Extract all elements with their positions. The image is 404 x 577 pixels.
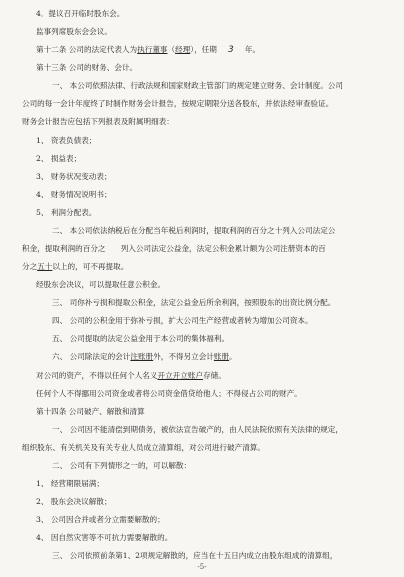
text-line: 二、 本公司依法纳税后在分配当年税后利润时，提取利润的百分之十列入公司法定公 <box>52 225 336 235</box>
text-line: 4．提议召开临时股东会。 <box>36 9 125 18</box>
text-line: 积金，提取利润的百分之 列入公司法定公益金，法定公积金累计额为公司注册资本的百 <box>22 244 326 254</box>
list-item: 3、 公司因合并或者分立需要解散的； <box>36 515 165 525</box>
article-heading: 第十三条 公司的财务、会计。 <box>36 63 138 73</box>
handwritten-term-value: 3 <box>217 45 245 55</box>
list-item: 4、 财务情况说明书； <box>36 189 112 199</box>
text-line: 一、 本公司依照法律、行政法规和国家财政主管部门的规定建立财务、会计制度。公司 <box>52 81 343 91</box>
article-heading: 第十四条 公司破产、解散和清算 <box>36 406 145 416</box>
text-line: 二、 公司有下列情形之一的，可以解散： <box>52 460 192 470</box>
underlined-term: 执行董事 <box>137 45 168 55</box>
text-line: 六、 公司除法定的会计注账册外，不得另立会计账册。 <box>52 352 237 362</box>
page-number: -5- <box>197 563 207 571</box>
text-line: 分之五十以上的，可不再提取。 <box>22 262 129 272</box>
text-line: 经股东会决议，可以提取任意公积金。 <box>36 280 166 290</box>
text-line: 五、 公司提取的法定公益金用于本公司的集体福利。 <box>52 334 230 344</box>
list-item: 3、 财务状况变动表； <box>36 171 112 181</box>
text-line: 组织股东、有关机关及有关专业人员成立清算组，对公司进行破产清算。 <box>22 442 265 452</box>
text-line: 财务会计报告应包括下列报表及附属明细表： <box>22 117 174 127</box>
text-line: 任何个人不得挪用公司资金或者将公司资金借贷给他人；不得侵占公司的财产。 <box>36 388 302 398</box>
underlined-term: 开立开立账户 <box>157 370 204 380</box>
text-line: 监事列席股东会会议。 <box>36 27 112 37</box>
text-line-legal-representative: 第十二条 公司的法定代表人为执行董事（经理），任期 3 年。 <box>36 45 261 56</box>
list-item: 1、 资表负债表； <box>36 135 97 145</box>
underlined-term: 五十 <box>37 262 53 272</box>
list-item: 2、 损益表； <box>36 153 82 163</box>
text-line: 一、 公司因不能清偿到期债务，被依法宣告破产的，由人民法院依照有关法律的规定， <box>52 424 343 434</box>
text-line: 四、 公司的公积金用于弥补亏损，扩大公司生产经营或者转为增加公司资本。 <box>52 316 313 326</box>
underlined-term: 账册 <box>213 352 230 362</box>
text-line: 对公司的资产，不得以任何个人名义开立开立账户存储。 <box>36 370 226 380</box>
list-item: 5、 利润分配表。 <box>36 207 97 217</box>
underlined-term: 注账册 <box>130 352 154 362</box>
list-item: 1、 经营期限届满； <box>36 479 104 489</box>
text-line: 公司的每一会计年度终了时制作财务会计报告，按规定期限分送各股东，并依法经审查验证。 <box>22 99 334 109</box>
list-item: 4、 因自然灾害等不可抗力需要解散的。 <box>36 533 173 543</box>
underlined-term: 经理 <box>175 45 191 55</box>
text-line: 三、 司你补亏损和提取公积金，法定公益金后所余利润，按照股东的出资比例分配。 <box>52 298 336 308</box>
text-line: 三、 公司依照前条第1、2项规定解散的，应当在十五日内成立由股东组成的清算组， <box>52 551 338 561</box>
list-item: 2、 股东会决议解散； <box>36 497 112 507</box>
